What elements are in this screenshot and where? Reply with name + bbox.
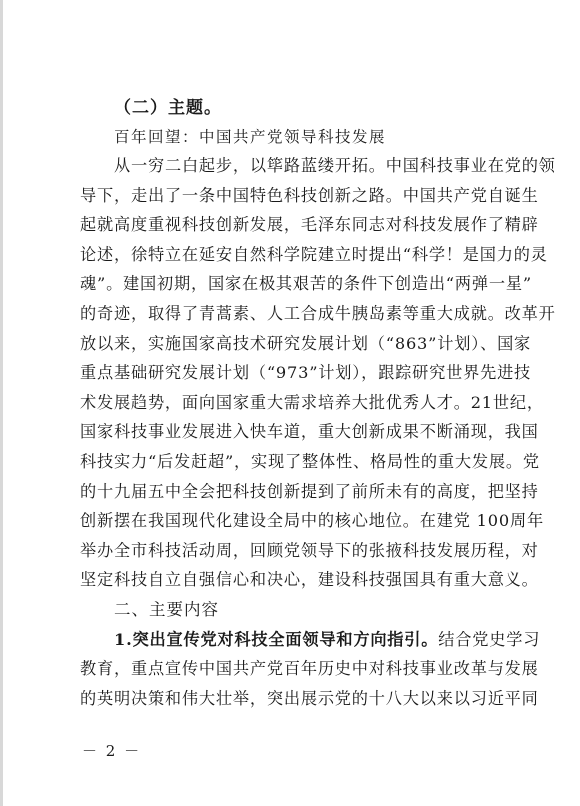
paragraph-line: 创新摆在我国现代化建设全局中的核心地位。在建党 100周年 bbox=[80, 511, 544, 531]
subheading: （二）主题。 bbox=[114, 98, 222, 118]
page-number: － 2 － bbox=[82, 742, 142, 760]
item-1-first-line bbox=[80, 625, 541, 655]
paragraph-line: 举办全市科技活动周，回顾党领导下的张掖科技发展历程，对 bbox=[80, 540, 539, 560]
item-1-text: 结合党史学习 bbox=[438, 629, 541, 649]
paragraph-line: 国家科技事业发展进入快车道，重大创新成果不断涌现，我国 bbox=[80, 422, 539, 442]
paragraph-line: 论述，徐特立在延安自然科学院建立时提出“科学！是国力的灵 bbox=[80, 244, 548, 264]
paragraph-line: 科技实力“后发赶超”，实现了整体性、格局性的重大发展。党 bbox=[80, 451, 540, 471]
paragraph-line: 放以来，实施国家高技术研究发展计划（“863”计划）、国家 bbox=[80, 333, 532, 353]
document-body bbox=[80, 98, 556, 713]
page-edge bbox=[0, 0, 3, 806]
paragraph-line: 的十九届五中全会把科技创新提到了前所未有的高度，把坚持 bbox=[80, 481, 539, 501]
paragraph-line: 的奇迹，取得了青蒿素、人工合成牛胰岛素等重大成就。改革开 bbox=[80, 303, 556, 323]
theme-line: 百年回望：中国共产党领导科技发展 bbox=[114, 128, 387, 146]
history-paragraph bbox=[80, 151, 556, 595]
section-heading: 二、主要内容 bbox=[114, 599, 219, 619]
paragraph-line: 的英明决策和伟大壮举，突出展示党的十八大以来以习近平同 bbox=[80, 688, 539, 708]
paragraph-line: 起就高度重视科技创新发展，毛泽东同志对科技发展作了精辟 bbox=[80, 215, 539, 235]
paragraph-line: 教育，重点宣传中国共产党百年历史中对科技事业改革与发展 bbox=[80, 659, 539, 679]
item-1-title: 1.突出宣传党对科技全面领导和方向指引。 bbox=[114, 629, 439, 649]
paragraph-line: 重点基础研究发展计划（“973”计划），跟踪研究世界先进技 bbox=[80, 363, 532, 383]
paragraph-line: 术发展趋势，面向国家重大需求培养大批优秀人才。21世纪， bbox=[80, 392, 544, 412]
paragraph-line: 坚定科技自立自强信心和决心，建设科技强国具有重大意义。 bbox=[80, 570, 539, 590]
item-1-paragraph bbox=[80, 625, 541, 714]
paragraph-line: 魂”。建国初期，国家在极其艰苦的条件下创造出“两弹一星” bbox=[80, 274, 532, 294]
paragraph-line: 导下，走出了一条中国特色科技创新之路。中国共产党自诞生 bbox=[80, 185, 539, 205]
paragraph-line: 从一穷二白起步，以筚路蓝缕开拓。中国科技事业在党的领 bbox=[114, 156, 556, 175]
